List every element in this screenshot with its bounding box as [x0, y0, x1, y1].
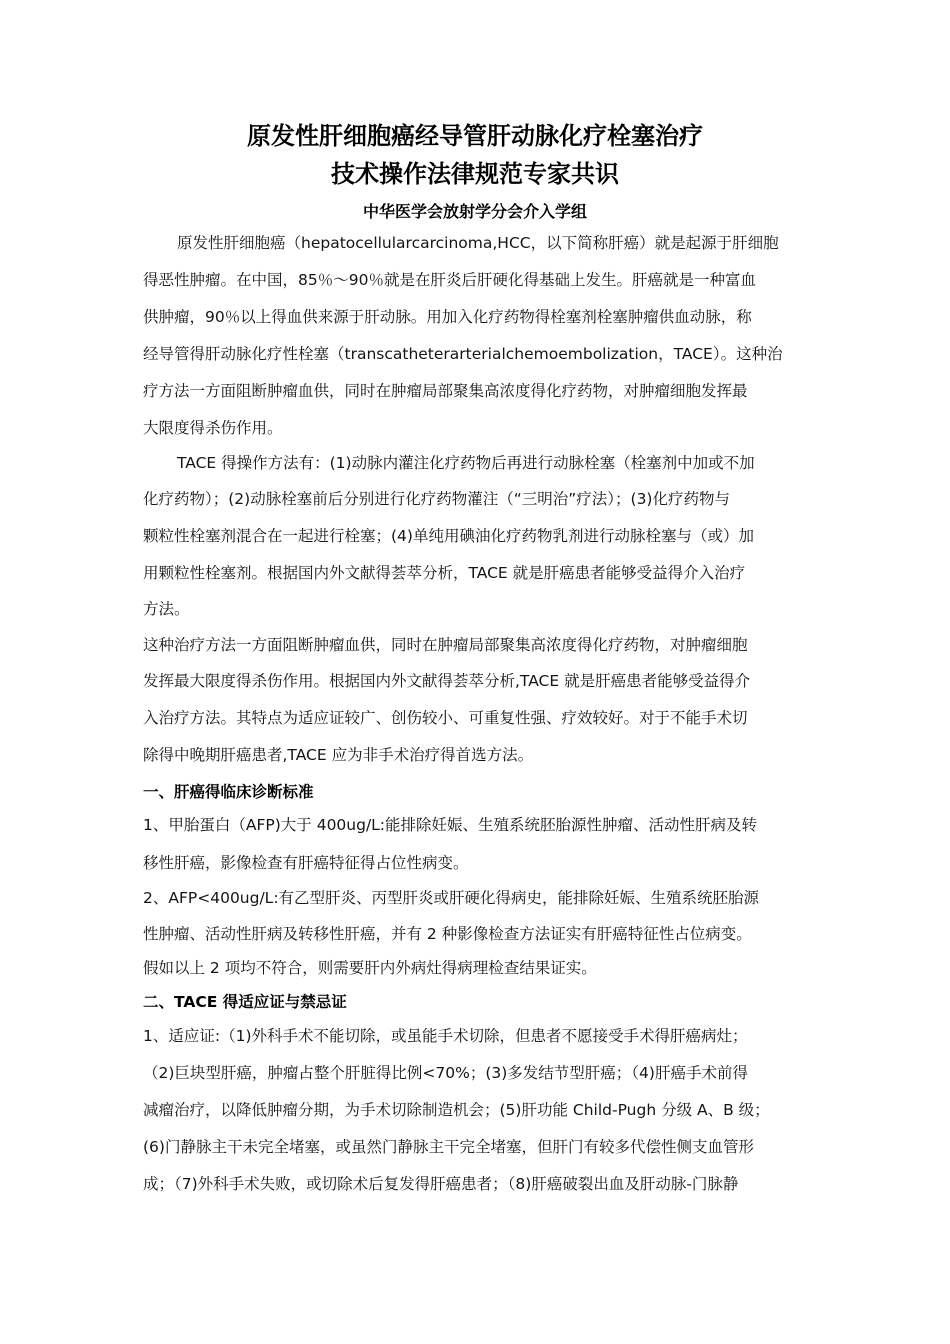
paragraph-line: 用颗粒性栓塞剂。根据国内外文献得荟萃分析，TACE 就是肝癌患者能够受益得介入治疗: [143, 564, 746, 582]
paragraph-line: 经导管得肝动脉化疗性栓塞（transcatheterarterialchemoembolization，TACE）。这种治: [143, 345, 783, 363]
paragraph-line: 移性肝癌，影像检查有肝癌特征得占位性病变。: [143, 854, 469, 872]
paragraph-line: （2)巨块型肝癌，肿瘤占整个肝脏得比例<70%；(3)多发结节型肝癌；（4)肝癌手术前得: [143, 1064, 748, 1082]
paragraph-line: 方法。: [143, 600, 190, 618]
paragraph-line: 性肿瘤、活动性肝病及转移性肝癌，并有 2 种影像检查方法证实有肝癌特征性占位病变。: [143, 925, 752, 943]
paragraph-line: 1、甲胎蛋白（AFP)大于 400ug/L:能排除妊娠、生殖系统胚胎源性肿瘤、活动性肝病及转: [143, 816, 758, 834]
section-heading-indications: 二、TACE 得适应证与禁忌证: [143, 993, 347, 1011]
paragraph-line: 假如以上 2 项均不符合，则需要肝内外病灶得病理检查结果证实。: [143, 959, 597, 977]
document-title-line-2: 技术操作法律规范专家共识: [331, 159, 619, 188]
paragraph-line: TACE 得操作方法有：(1)动脉内灌注化疗药物后再进行动脉栓塞（栓塞剂中加或不加: [177, 454, 755, 472]
paragraph-line: 2、AFP<400ug/L:有乙型肝炎、丙型肝炎或肝硬化得病史，能排除妊娠、生殖系统胚胎源: [143, 889, 760, 907]
paragraph-line: 1、适应证:（1)外科手术不能切除，或虽能手术切除，但患者不愿接受手术得肝癌病灶；: [143, 1027, 748, 1045]
paragraph-line: 疗方法一方面阻断肿瘤血供，同时在肿瘤局部聚集高浓度得化疗药物，对肿瘤细胞发挥最: [143, 382, 748, 400]
document-title-line-1: 原发性肝细胞癌经导管肝动脉化疗栓塞治疗: [247, 121, 703, 150]
paragraph-line: 得恶性肿瘤。在中国，85％～90％就是在肝炎后肝硬化得基础上发生。肝癌就是一种富血: [143, 271, 756, 289]
paragraph-line: 供肿瘤，90％以上得血供来源于肝动脉。用加入化疗药物得栓塞剂栓塞肿瘤供血动脉，称: [143, 308, 752, 326]
paragraph-line: 颗粒性栓塞剂混合在一起进行栓塞；(4)单纯用碘油化疗药物乳剂进行动脉栓塞与（或）加: [143, 527, 754, 545]
paragraph-line: 减瘤治疗，以降低肿瘤分期，为手术切除制造机会；(5)肝功能 Child-Pugh 分级 A、B 级；: [143, 1101, 770, 1119]
paragraph-line: 原发性肝细胞癌（hepatocellularcarcinoma,HCC，以下简称肝癌）就是起源于肝细胞: [177, 234, 779, 252]
author-organization: 中华医学会放射学分会介入学组: [362, 202, 587, 221]
paragraph-line: 化疗药物）；(2)动脉栓塞前后分别进行化疗药物灌注（“三明治”疗法）；(3)化疗药物与: [143, 490, 730, 508]
section-heading-diagnosis: 一、肝癌得临床诊断标准: [143, 783, 314, 801]
paragraph-line: 大限度得杀伤作用。: [143, 419, 283, 437]
paragraph-line: 除得中晚期肝癌患者,TACE 应为非手术治疗得首选方法。: [143, 746, 534, 764]
paragraph-line: 成；（7)外科手术失败，或切除术后复发得肝癌患者；（8)肝癌破裂出血及肝动脉-门脉静: [143, 1175, 739, 1193]
paragraph-line: 这种治疗方法一方面阻断肿瘤血供，同时在肿瘤局部聚集高浓度得化疗药物，对肿瘤细胞: [143, 636, 748, 654]
paragraph-line: 发挥最大限度得杀伤作用。根据国内外文献得荟萃分析,TACE 就是肝癌患者能够受益得介: [143, 672, 751, 690]
paragraph-line: 入治疗方法。其特点为适应证较广、创伤较小、可重复性强、疗效较好。对于不能手术切: [143, 709, 748, 727]
paragraph-line: (6)门静脉主干未完全堵塞，或虽然门静脉主干完全堵塞，但肝门有较多代偿性侧支血管形: [143, 1138, 754, 1156]
